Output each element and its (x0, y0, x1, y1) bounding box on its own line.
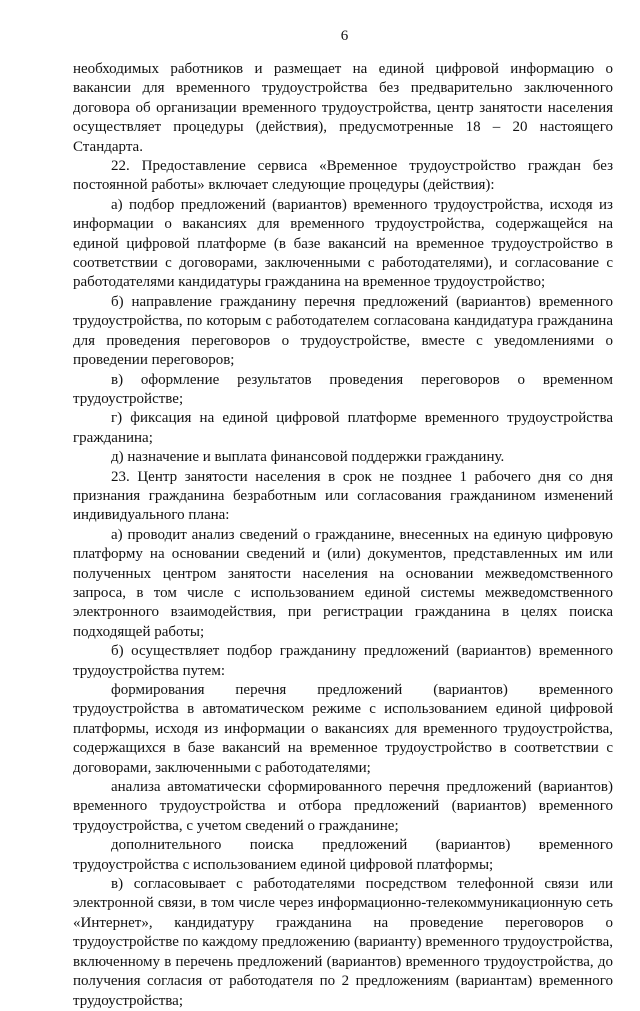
paragraph: 22. Предоставление сервиса «Временное трудоустройство граждан без постоянной работы» включает следующие процедуры (действия): (73, 158, 613, 194)
paragraph: формирования перечня предложений (вариантов) временного трудоустройства в автоматическом режиме с использованием единой цифровой платформы, исходя из информации о вакансиях для временного трудоустройства, содержащихся в базе вакансий на временное трудоустройство в соответствии с договорами, заключенными с работодателями; (73, 682, 613, 776)
paragraph: дополнительного поиска предложений (вариантов) временного трудоустройства с использованием единой цифровой платформы; (73, 837, 613, 873)
paragraph: д) назначение и выплата финансовой поддержки гражданину. (111, 449, 505, 466)
paragraph: необходимых работников и размещает на единой цифровой информацию о вакансии для временного трудоустройства без предварительно заключенного договора об организации временного трудоустройства, центр занятости населения осуществляет процедуры (действия), предусмотренные 18 – 20 настоящего Стандарта. (73, 61, 613, 155)
paragraph: г) фиксация на единой цифровой платформе временного трудоустройства гражданина; (73, 410, 613, 446)
paragraph: 23. Центр занятости населения в срок не позднее 1 рабочего дня со дня признания гражданина безработным или согласования гражданином изменений индивидуального плана: (73, 468, 613, 524)
paragraph: в) согласовывает с работодателями посредством телефонной связи или электронной связи, в том числе через информационно-телекоммуникационную сеть «Интернет», кандидатуру гражданина на проведение переговоров о трудоустройстве по каждому предложению (варианту) временного трудоустройства, включенному в перечень предложений (вариантов) временного трудоустройства, до получения согласия от работодателя по 2 предложениям (вариантам) временного трудоустройства; (73, 876, 613, 1009)
page-number: 6 (340, 28, 349, 44)
paragraph: в) оформление результатов проведения переговоров о временном трудоустройстве; (73, 371, 613, 407)
document-body (73, 60, 613, 1011)
paragraph: б) осуществляет подбор гражданину предложений (вариантов) временного трудоустройства путем: (73, 643, 613, 679)
paragraph: а) проводит анализ сведений о гражданине, внесенных на единую цифровую платформу на основании сведений и (или) документов, представленных им или полученных центром занятости населения на основании межведомственного запроса, в том числе с использованием единой системы межведомственного электронного взаимодействия, при регистрации гражданина в целях поиска подходящей работы; (73, 526, 613, 640)
paragraph: анализа автоматически сформированного перечня предложений (вариантов) временного трудоустройства и отбора предложений (вариантов) временного трудоустройства, с учетом сведений о гражданине; (73, 779, 613, 834)
paragraph: а) подбор предложений (вариантов) временного трудоустройства, исходя из информации о вакансиях для временного трудоустройства, содержащейся на единой цифровой платформе (в базе вакансий на временное трудоустройство в соответствии с договорами, заключенными с работодателями), и согласование с работодателями кандидатуры гражданина на временное трудоустройство; (73, 196, 613, 291)
paragraph: б) направление гражданину перечня предложений (вариантов) временного трудоустройства, по которым с работодателем согласована кандидатура гражданина для проведения переговоров о трудоустройстве, вместе с уведомлениями о проведении переговоров; (73, 293, 613, 369)
